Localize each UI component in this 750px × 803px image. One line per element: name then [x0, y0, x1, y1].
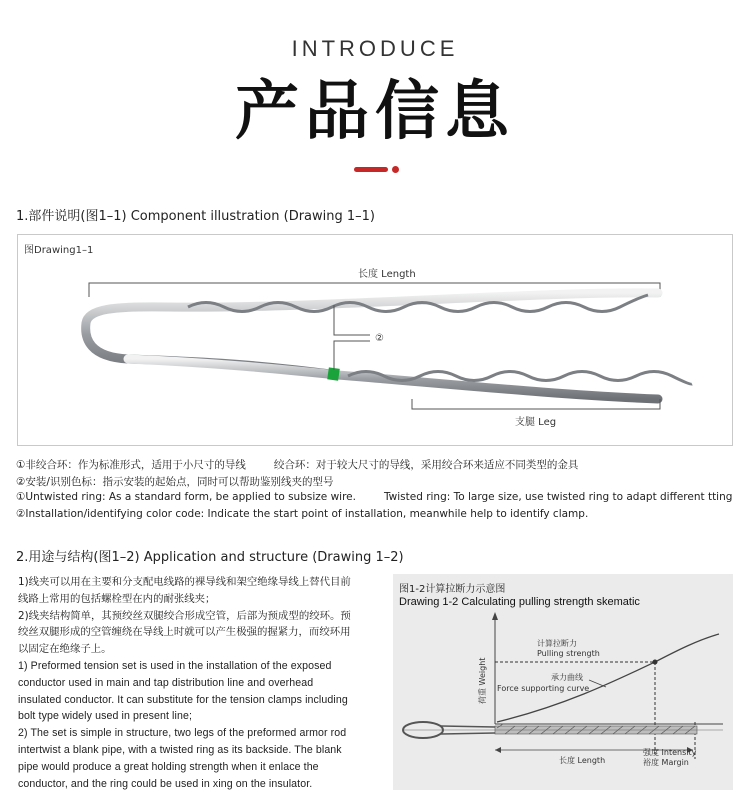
drawing-1-2-panel [393, 574, 733, 790]
force-label-cn: 承力曲线 [551, 673, 583, 682]
drawing-label: 图Drawing1–1 [24, 245, 94, 256]
accent-bar [354, 167, 388, 172]
intro-title-en: INTRODUCE [291, 36, 459, 61]
legend-en-untwisted: ①Untwisted ring: As a standard form, be applied to subsize wire. [16, 491, 356, 503]
drawing-1-2-schematic [393, 574, 733, 790]
app-paragraph-cn-2: 2)线夹结构简单，其预绞丝双腿绞合形成空管，后部为预成型的绞环。预绞丝双腿形成的空管缠绕在导线上时就可以产生极强的握紧力，而绞环用以固定在绝缘子上。 [18, 609, 351, 656]
accent-dot [392, 166, 399, 173]
pulling-label-cn: 计算拉断力 [537, 639, 577, 648]
length-label: 长度 Length [559, 756, 606, 765]
color-code-marker [327, 367, 340, 380]
application-text [18, 574, 358, 792]
intensity-label: 强度 Intensity [643, 748, 697, 757]
legend-cn-twisted: 绞合环：对于较大尺寸的导线，采用绞合环来适应不同类型的金具 [273, 459, 579, 471]
legend-en-ring [16, 491, 732, 503]
app-paragraph-en-1: 1) Preformed tension set is used in the installation of the exposed conductor used in main and tap distribution line and overhead insulated conductor. It can substitute for the tension clamps including bolt type widely used in present line; [18, 659, 348, 723]
chart-title-cn: 图1-2计算拉断力示意图 [399, 584, 506, 595]
legend-en-install: ②Installation/identifying color code: Indicate the start point of installation, meanwhile help to identify clamp. [16, 508, 589, 520]
drawing-1-1-frame [17, 234, 733, 446]
section1-heading: 1.部件说明(图1–1) Component illustration (Drawing 1–1) [16, 209, 375, 224]
intro-title-cn: 产品信息 [235, 75, 515, 149]
force-pointer [589, 680, 606, 687]
app-paragraph-cn-1: 1)线夹可以用在主要和分支配电线路的裸导线和架空绝缘导线上替代目前线路上常用的包括螺栓型在内的耐张线夹； [18, 576, 351, 605]
length-label: 长度 Length [358, 269, 416, 280]
legend-en-twisted: Twisted ring: To large size, use twisted ring to adapt different tting [383, 491, 733, 503]
force-supporting-curve [497, 634, 719, 722]
legend-cn-untwisted: ①非绞合环：作为标准形式，适用于小尺寸的导线 [16, 459, 246, 471]
force-label-en: Force supporting curve [497, 684, 590, 693]
margin-label: 裕度 Margin [643, 758, 689, 767]
marker-label: ② [375, 333, 384, 344]
y-axis-arrow [492, 612, 498, 620]
leg-label: 支腿 Leg [515, 417, 557, 428]
length-arrow-left [495, 747, 501, 753]
pulling-label-en: Pulling strength [537, 649, 600, 658]
weight-label: 荷重 Weight [478, 657, 487, 704]
marker-callout [334, 305, 370, 370]
drawing-1-1-illustration [18, 235, 732, 445]
legend-cn-ring [16, 457, 578, 472]
legend-cn-install: ②安装/识别色标：指示安装的起始点，同时可以帮助鉴别线夹的型号 [16, 476, 334, 488]
section2-heading: 2.用途与结构(图1–2) Application and structure (Drawing 1–2) [16, 550, 404, 565]
curve-point [653, 660, 658, 665]
app-paragraph-en-2: 2) The set is simple in structure, two legs of the preformed armor rod intertwist a blank pipe, with a twisted ring as its backside. The blank pipe would produce a great holding strength when it enlace the conductor, and the ring could be used in xing on the insulator. [18, 727, 347, 790]
chart-title-en: Drawing 1-2 Calculating pulling strength skematic [399, 596, 640, 608]
